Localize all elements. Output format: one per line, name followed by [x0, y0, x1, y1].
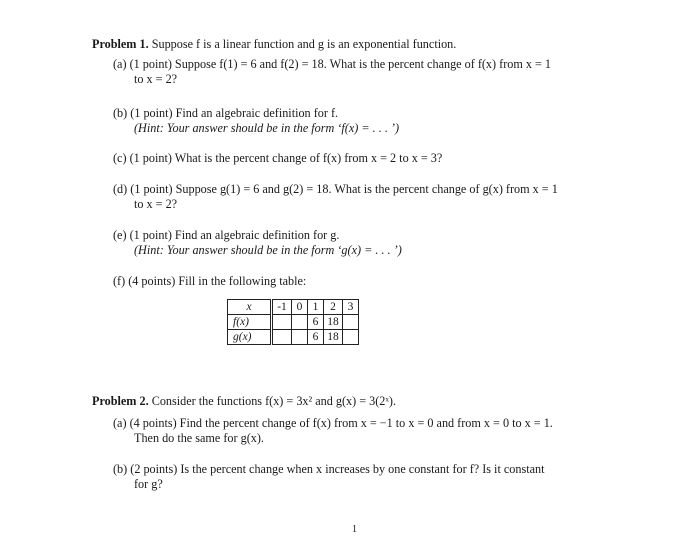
table-cell: 6: [308, 330, 324, 345]
problem-1b-line1: (b) (1 point) Find an algebraic definition for f.: [113, 106, 339, 120]
problem-1f-line1: (f) (4 points) Fill in the following table:: [113, 274, 307, 288]
problem-2b-line2: for g?: [134, 477, 163, 491]
problem-1-label: Problem 1.: [92, 37, 149, 51]
problem-2-label: Problem 2.: [92, 394, 149, 408]
problem-1d-line1: (d) (1 point) Suppose g(1) = 6 and g(2) = 18. What is the percent change of g(x) from x = 1: [113, 182, 558, 196]
table-header-cell: 1: [308, 300, 324, 315]
table-cell: 18: [324, 315, 343, 330]
problem-2a-line1: (a) (4 points) Find the percent change of f(x) from x = −1 to x = 0 and from x = 0 to x = 1.: [113, 416, 553, 430]
table-row-f: [228, 315, 359, 330]
table-header-cell: -1: [272, 300, 292, 315]
table-row-label: f(x): [228, 315, 272, 330]
problem-1a-line2: to x = 2?: [134, 72, 178, 86]
table-cell: [292, 315, 308, 330]
problem-2a-line2: Then do the same for g(x).: [134, 431, 264, 445]
table-row-g: [228, 330, 359, 345]
table-cell: [343, 330, 359, 345]
table-cell: [292, 330, 308, 345]
table-cell: 18: [324, 330, 343, 345]
problem-1e-hint: (Hint: Your answer should be in the form ‘g(x) = . . . ’): [134, 243, 402, 257]
table-cell: [272, 330, 292, 345]
problem-2-heading: [92, 394, 396, 409]
problem-2-intro: Consider the functions f(x) = 3x² and g(x) = 3(2ˣ).: [151, 394, 397, 408]
table-header-cell: 0: [292, 300, 308, 315]
problem-1d-line2: to x = 2?: [134, 197, 178, 211]
table-row-label: g(x): [228, 330, 272, 345]
table-header-cell: 2: [324, 300, 343, 315]
problem-1-heading: [92, 37, 456, 52]
problem-2b-line1: (b) (2 points) Is the percent change when x increases by one constant for f? Is it constant: [113, 462, 545, 476]
table-cell: [272, 315, 292, 330]
table-cell: [343, 315, 359, 330]
table-cell: 6: [308, 315, 324, 330]
table-header-row: [228, 300, 359, 315]
page-number: 1: [352, 524, 357, 535]
problem-1e-line1: (e) (1 point) Find an algebraic definition for g.: [113, 228, 340, 242]
fill-in-table: [227, 299, 359, 345]
table-header-x: x: [228, 300, 272, 315]
problem-1b-hint: (Hint: Your answer should be in the form ‘f(x) = . . . ’): [134, 121, 400, 135]
problem-1a-line1: (a) (1 point) Suppose f(1) = 6 and f(2) = 18. What is the percent change of f(x) from x = 1: [113, 57, 552, 71]
problem-1c-line1: (c) (1 point) What is the percent change of f(x) from x = 2 to x = 3?: [113, 151, 443, 165]
problem-1-intro: Suppose f is a linear function and g is an exponential function.: [151, 37, 457, 51]
table-header-cell: 3: [343, 300, 359, 315]
